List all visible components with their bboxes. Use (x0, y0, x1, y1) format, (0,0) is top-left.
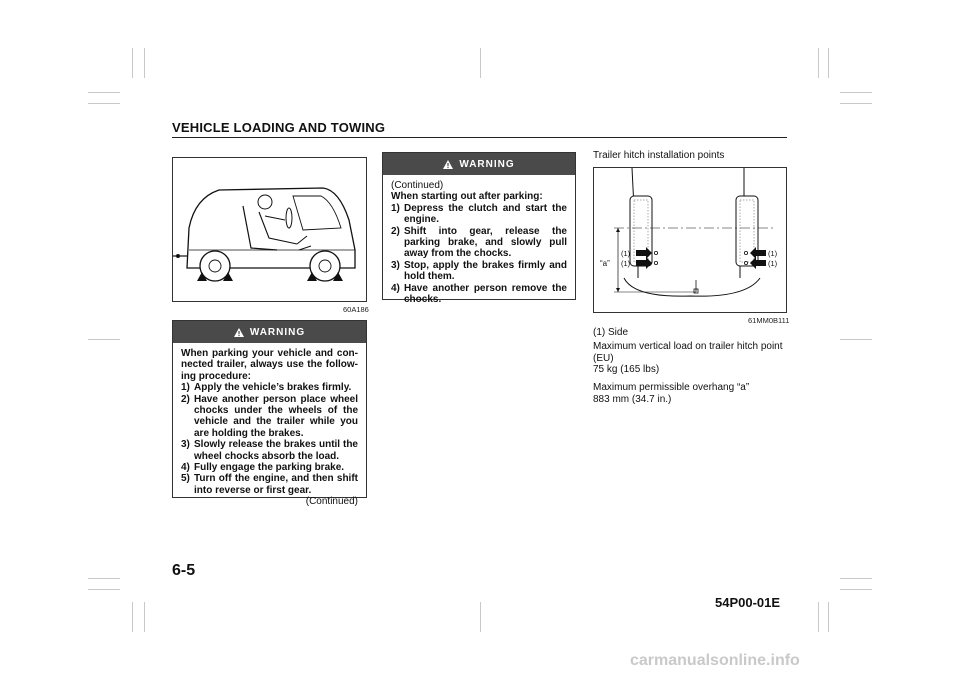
warning-title: WARNING (459, 158, 515, 170)
header-rule (172, 137, 787, 138)
continued-label: (Continued) (305, 496, 358, 508)
side-label: (1) (621, 259, 631, 268)
page-number: 6-5 (172, 562, 196, 579)
warning-step: 1) Apply the vehicle’s brakes firmly. (181, 382, 352, 394)
warning-step: 2) Shift into gear, release the parking brake, and slowly pull away from the chocks. (391, 225, 567, 260)
side-label: (1) (621, 249, 631, 258)
figure-code-left: 60A186 (343, 305, 369, 314)
vertical-load-title: Maximum vertical load on trailer hitch point (EU) (593, 341, 783, 364)
watermark: carmanualsonline.info (630, 652, 800, 669)
warning-step: 3) Stop, apply the brakes firmly and hold them. (391, 259, 567, 283)
warning-step: 5) Turn off the engine, and then shift into reverse or first gear. (181, 473, 358, 496)
warning-triangle-icon (234, 328, 244, 337)
warning-header (383, 153, 575, 175)
warning-header (173, 321, 366, 343)
vertical-load-value: 75 kg (165 lbs) (593, 364, 660, 375)
overhang-value: 883 mm (34.7 in.) (593, 394, 672, 405)
overhang-title: Maximum permissible overhang “a” (593, 382, 750, 393)
warning-steps (391, 203, 567, 306)
figure-code-right: 61MM0B111 (748, 316, 790, 325)
warning-triangle-icon (443, 160, 453, 169)
warning-box-parking (172, 320, 367, 508)
warning-title: WARNING (249, 326, 306, 338)
warning-step: 4) Fully engage the parking brake. (181, 462, 345, 474)
warning-step: 3) Slowly release the brakes until the wheel chocks absorb the load. (181, 439, 358, 462)
warning-intro: When starting out after parking: (391, 191, 543, 203)
car-illustration (173, 158, 366, 301)
hitch-points-heading: Trailer hitch installation points (593, 150, 725, 161)
warning-box-starting (382, 152, 576, 306)
warning-intro: When parking your vehicle and con-nected trailer, always use the follow-ing procedure: (181, 348, 358, 382)
hitch-diagram (594, 168, 786, 312)
warning-steps (181, 382, 358, 496)
warning-step: 2) Have another person place wheel chocks under the wheels of the vehicle and the trailer while you are holding the brakes. (181, 393, 358, 439)
dim-label-a: “a” (600, 259, 610, 268)
figure-hitch-points (593, 167, 787, 313)
warning-step: 1) Depress the clutch and start the engine. (391, 202, 567, 226)
figure-car-parking (172, 157, 367, 302)
side-label: (1) (768, 249, 778, 258)
continued-label: (Continued) (391, 180, 444, 191)
side-label: (1) (768, 259, 778, 268)
warning-step: 4) Have another person remove the chocks. (391, 282, 567, 306)
section-title: VEHICLE LOADING AND TOWING (172, 120, 386, 135)
legend-side: (1) Side (593, 327, 629, 338)
document-code: 54P00-01E (715, 595, 781, 610)
